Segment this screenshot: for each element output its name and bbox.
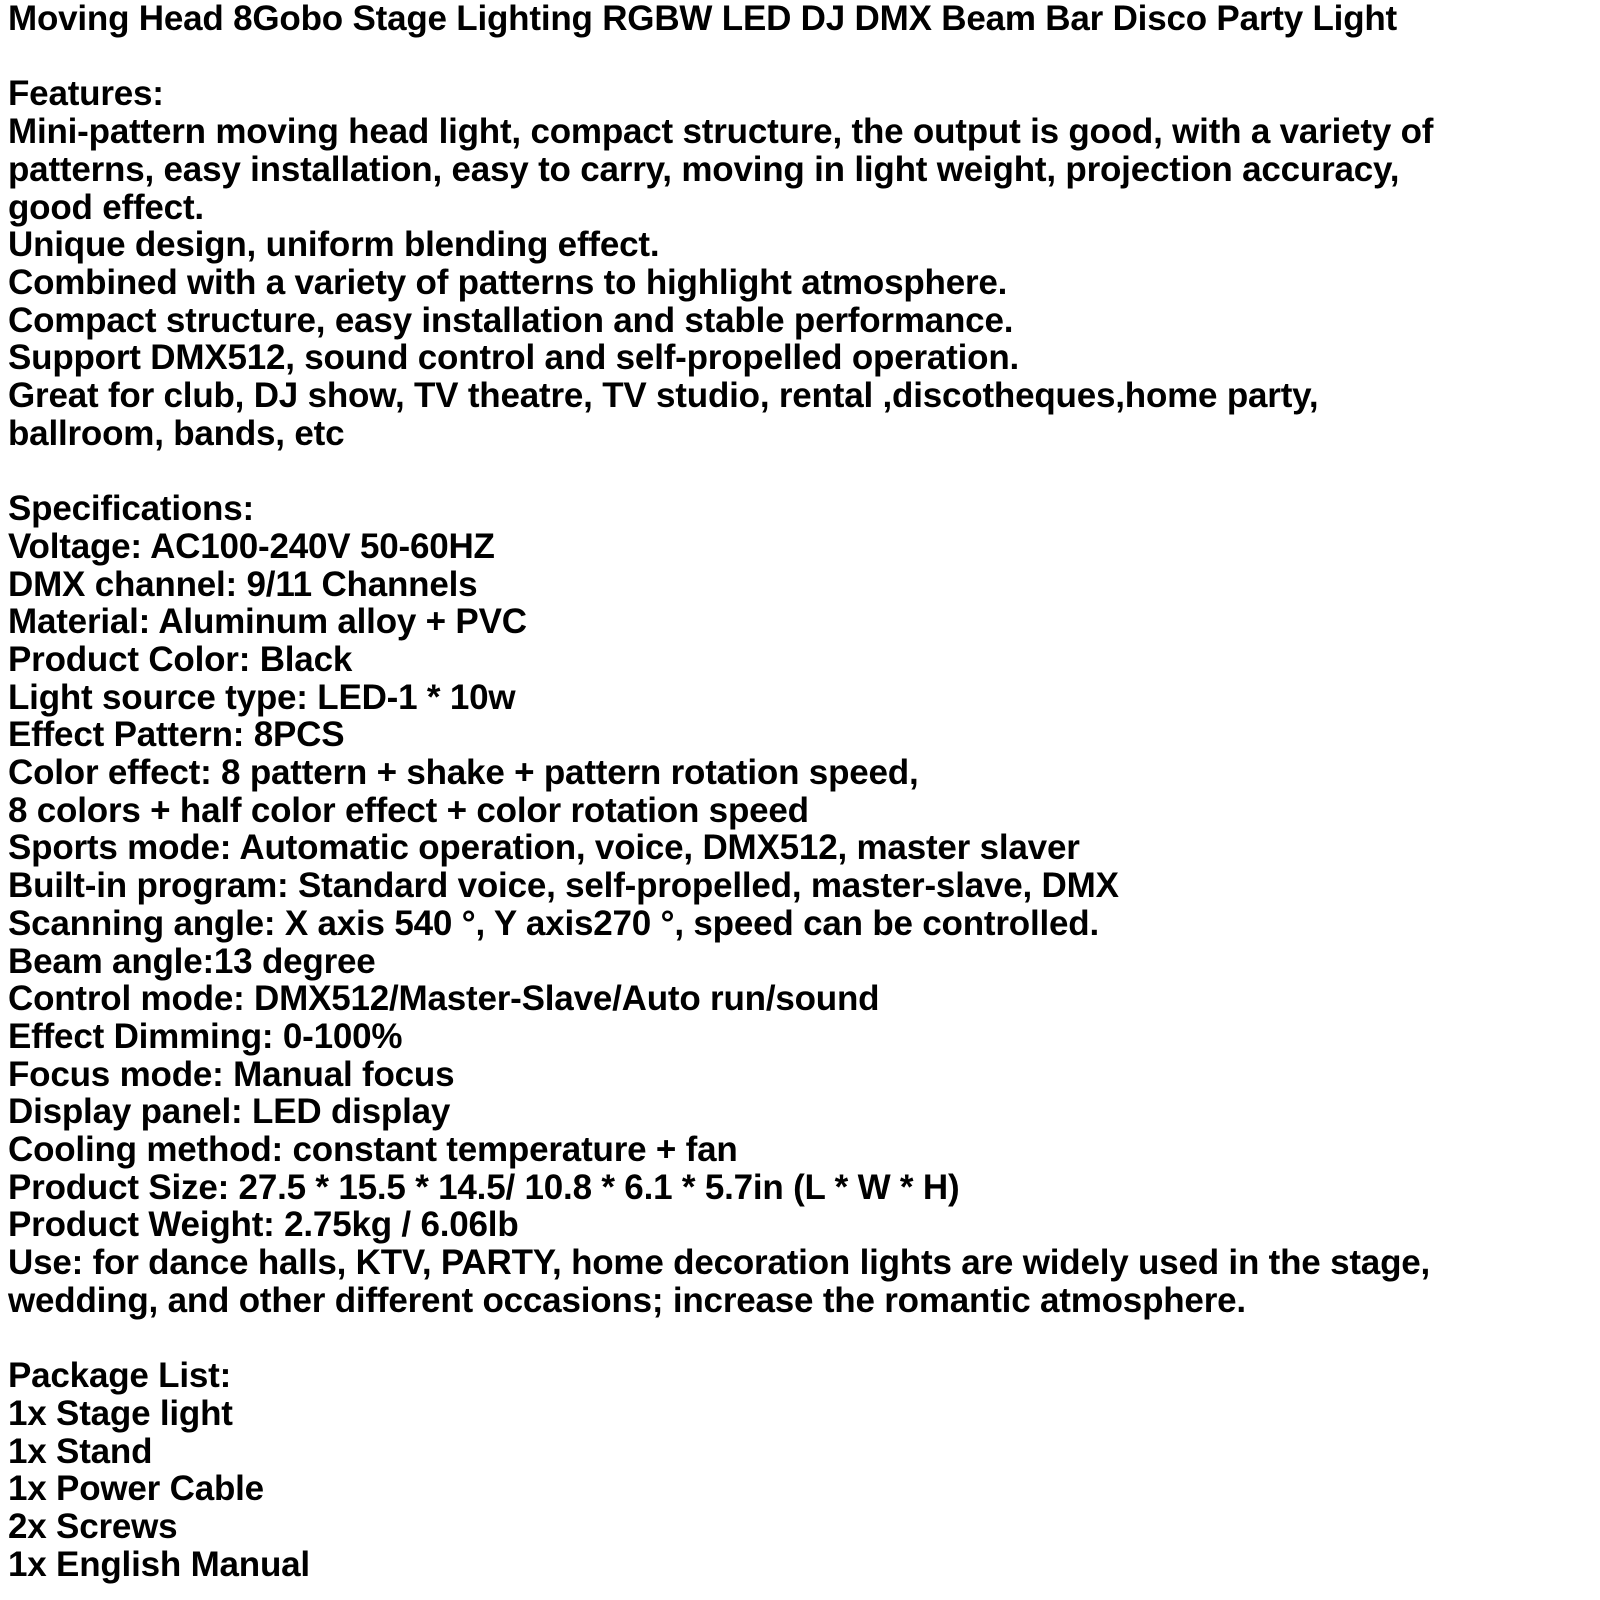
features-line: Unique design, uniform blending effect. [8,225,660,265]
spec-line: Cooling method: constant temperature + fan [8,1130,738,1170]
specifications-section [8,490,1592,1319]
spec-line: Product Weight: 2.75kg / 6.06lb [8,1205,519,1245]
package-item: 1x Stage light [8,1393,233,1433]
spec-line: 8 colors + half color effect + color rotation speed [8,790,809,830]
features-line: patterns, easy installation, easy to carry, moving in light weight, projection accuracy, [8,149,1400,189]
package-item: 1x Stand [8,1431,153,1471]
spec-line: Product Color: Black [8,639,353,679]
package-heading: Package List: [8,1356,232,1396]
spec-line: wedding, and other different occasions; increase the romantic atmosphere. [8,1280,1246,1320]
spec-line: Material: Aluminum alloy + PVC [8,602,527,642]
spec-line: Display panel: LED display [8,1092,451,1132]
specifications-heading: Specifications: [8,489,254,529]
spec-line: Effect Pattern: 8PCS [8,715,345,755]
package-section [8,1357,1592,1583]
spec-line: Focus mode: Manual focus [8,1054,455,1094]
spec-line: Scanning angle: X axis 540 °, Y axis270 °, speed can be controlled. [8,903,1099,943]
spec-line: DMX channel: 9/11 Channels [8,564,478,604]
package-item: 1x English Manual [8,1544,310,1584]
spec-line: Control mode: DMX512/Master-Slave/Auto run/sound [8,979,880,1019]
spec-line: Use: for dance halls, KTV, PARTY, home decoration lights are widely used in the stage, [8,1243,1431,1283]
spec-line: Effect Dimming: 0-100% [8,1016,403,1056]
features-line: Combined with a variety of patterns to highlight atmosphere. [8,262,1008,302]
product-description [8,0,1592,1583]
features-line: Great for club, DJ show, TV theatre, TV studio, rental ,discotheques,home party, [8,376,1319,416]
spacer [8,452,1592,490]
spec-line: Color effect: 8 pattern + shake + pattern rotation speed, [8,753,919,793]
features-line: good effect. [8,187,204,227]
features-heading: Features: [8,74,164,114]
spec-line: Voltage: AC100-240V 50-60HZ [8,526,495,566]
spacer [8,1320,1592,1358]
product-title: Moving Head 8Gobo Stage Lighting RGBW LED DJ DMX Beam Bar Disco Party Light [8,0,1398,38]
spec-line: Product Size: 27.5 * 15.5 * 14.5/ 10.8 * 6.1 * 5.7in (L * W * H) [8,1167,960,1207]
spec-line: Sports mode: Automatic operation, voice, DMX512, master slaver [8,828,1080,868]
features-line: Mini-pattern moving head light, compact structure, the output is good, with a variety of [8,112,1434,152]
spec-line: Beam angle:13 degree [8,941,376,981]
features-line: ballroom, bands, etc [8,413,345,453]
package-item: 2x Screws [8,1507,178,1547]
features-line: Support DMX512, sound control and self-propelled operation. [8,338,1020,378]
spec-line: Light source type: LED-1 * 10w [8,677,516,717]
spec-line: Built-in program: Standard voice, self-propelled, master-slave, DMX [8,866,1119,906]
features-line: Compact structure, easy installation and stable performance. [8,300,1014,340]
package-item: 1x Power Cable [8,1469,264,1509]
features-section [8,75,1592,452]
spacer [8,38,1592,76]
